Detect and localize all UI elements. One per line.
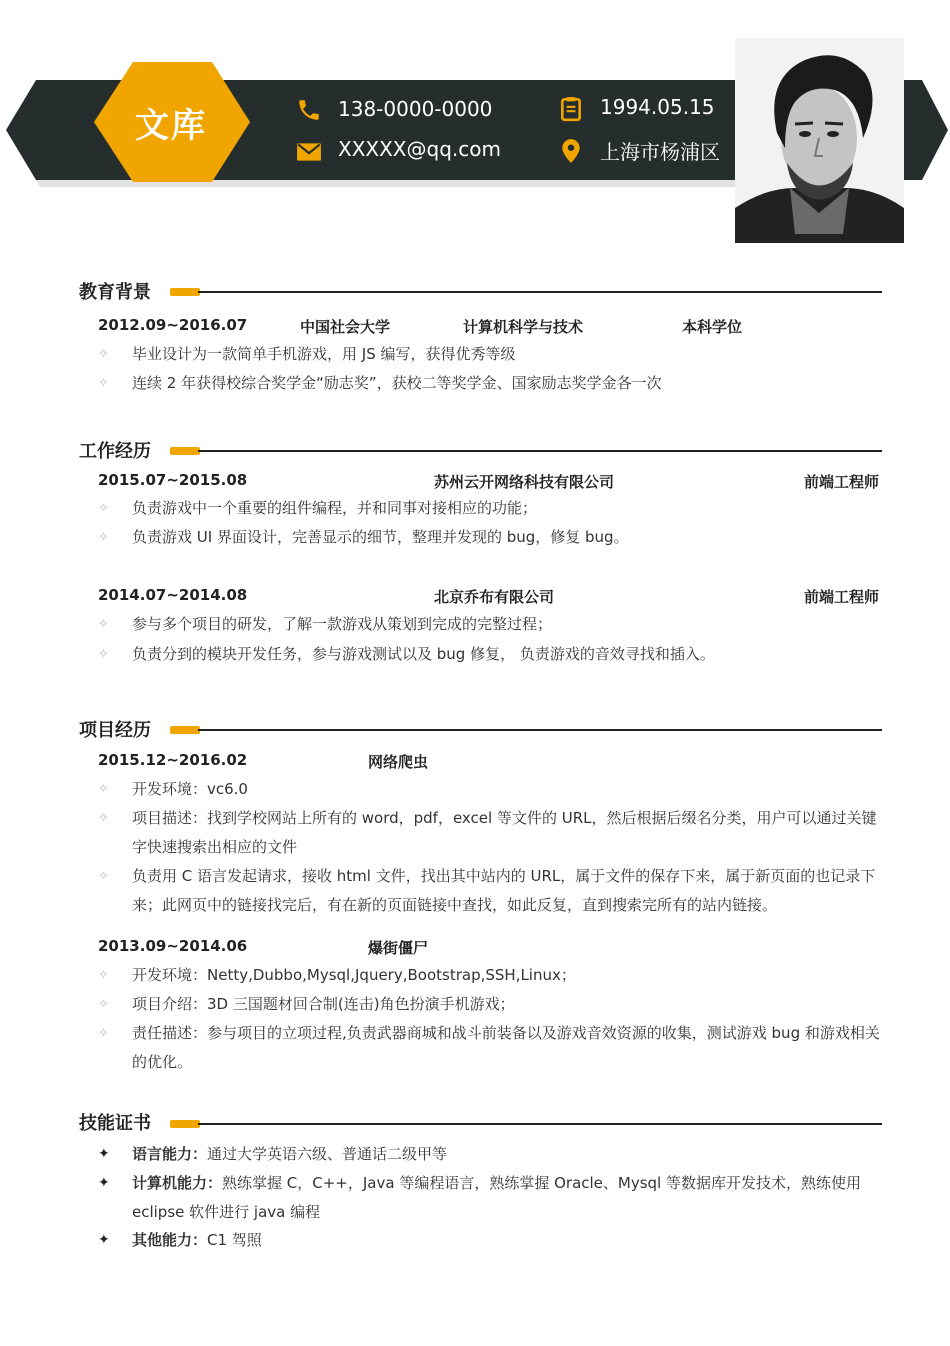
list-item: ✧ 开发环境：Netty,Dubbo,Mysql,Jquery,Bootstrap,SSH,Linux； (98, 961, 884, 990)
job-date: 2015.07~2015.08 (98, 471, 248, 489)
bullet-icon: ✧ (98, 347, 109, 362)
list-item (98, 1226, 884, 1255)
skill-text: 通过大学英语六级、普通话二级甲等 (207, 1145, 448, 1163)
section-title-skills: 技能证书 (79, 1113, 151, 1134)
job-company: 北京乔布有限公司 (434, 588, 555, 606)
section-accent-bar (170, 447, 200, 455)
job-role: 前端工程师 (804, 588, 880, 606)
list-item: ✧ 项目描述：找到学校网站上所有的 word，pdf，excel 等文件的 URL，然后根据后缀名分类，用户可以通过关键字快速搜索出相应的文件 (98, 804, 884, 862)
section-divider (198, 450, 882, 452)
project-name: 网络爬虫 (368, 753, 429, 771)
skill-text: 熟练掌握 C，C++，Java 等编程语言，熟练掌握 Oracle、Mysql 等数据库开发技术，熟练使用 eclipse 软件进行 java 编程 (132, 1174, 861, 1221)
job-date: 2014.07~2014.08 (98, 586, 248, 604)
bullet-icon: ✦ (98, 1146, 110, 1162)
section-accent-bar (170, 726, 200, 734)
section-title-education: 教育背景 (79, 282, 151, 303)
list-item (98, 1140, 884, 1169)
section-accent-bar (170, 1120, 200, 1128)
skill-text: C1 驾照 (207, 1231, 262, 1249)
list-item: ✧ 负责游戏中一个重要的组件编程，并和同事对接相应的功能； (98, 494, 884, 523)
project-date: 2013.09~2014.06 (98, 937, 248, 955)
skill-label: 计算机能力： (132, 1174, 223, 1192)
list-item: ✧ 开发环境：vc6.0 (98, 775, 884, 804)
list-item: ✧ 参与多个项目的研发，了解一款游戏从策划到完成的完整过程； (98, 610, 884, 639)
phone-icon (296, 97, 322, 123)
section-divider (198, 291, 882, 293)
bullet-icon: ✧ (98, 530, 109, 545)
bullet-icon: ✧ (98, 501, 109, 516)
birth-text: 1994.05.15 (600, 95, 715, 119)
bullet-icon: ✧ (98, 647, 109, 662)
list-item (98, 1169, 884, 1227)
candidate-name: 文库 (135, 105, 207, 146)
bullet-icon: ✧ (98, 782, 109, 797)
project-name: 爆街僵尸 (368, 939, 429, 957)
skill-label: 其他能力： (132, 1231, 208, 1249)
section-title-work: 工作经历 (79, 441, 151, 462)
education-major: 计算机科学与技术 (463, 318, 584, 336)
section-title-projects: 项目经历 (79, 720, 151, 741)
location-pin-icon (558, 138, 584, 164)
bullet-icon: ✦ (98, 1232, 110, 1248)
profile-photo (735, 38, 904, 243)
project-date: 2015.12~2016.02 (98, 751, 248, 769)
skill-label: 语言能力： (132, 1145, 208, 1163)
calendar-icon (558, 96, 584, 122)
phone-text: 138-0000-0000 (338, 97, 493, 121)
education-date: 2012.09~2016.07 (98, 316, 248, 334)
bullet-icon: ✧ (98, 997, 109, 1012)
job-company: 苏州云开网络科技有限公司 (434, 473, 615, 491)
envelope-icon (296, 139, 322, 165)
list-item: ✧ 毕业设计为一款简单手机游戏，用 JS 编写，获得优秀等级 (98, 340, 884, 369)
section-accent-bar (170, 288, 200, 296)
list-item: ✧ 项目介绍：3D 三国题材回合制(连击)角色扮演手机游戏； (98, 990, 884, 1019)
bullet-icon: ✧ (98, 811, 109, 826)
bullet-icon: ✦ (98, 1175, 110, 1191)
list-item: ✧ 负责用 C 语言发起请求，接收 html 文件，找出其中站内的 URL，属于文件的保存下来，属于新页面的也记录下来；此网页中的链接找完后，有在新的页面链接中查找，如此反复，直到搜索完所有的站内链接。 (98, 862, 884, 920)
list-item: ✧ 负责游戏 UI 界面设计，完善显示的细节，整理并发现的 bug，修复 bug。 (98, 523, 884, 552)
list-item: ✧ 责任描述：参与项目的立项过程,负责武器商城和战斗前装备以及游戏音效资源的收集，测试游戏 bug 和游戏相关的优化。 (98, 1019, 884, 1077)
list-item: ✧ 连续 2 年获得校综合奖学金“励志奖”，获校二等奖学金、国家励志奖学金各一次 (98, 369, 884, 398)
education-school: 中国社会大学 (300, 318, 391, 336)
bullet-icon: ✧ (98, 869, 109, 884)
bullet-icon: ✧ (98, 376, 109, 391)
location-text: 上海市杨浦区 (600, 140, 720, 164)
bullet-icon: ✧ (98, 968, 109, 983)
list-item: ✧ 负责分到的模块开发任务，参与游戏测试以及 bug 修复， 负责游戏的音效寻找和插入。 (98, 640, 884, 669)
education-degree: 本科学位 (682, 318, 743, 336)
email-text: XXXXX@qq.com (338, 137, 501, 161)
section-divider (198, 1123, 882, 1125)
bullet-icon: ✧ (98, 617, 109, 632)
section-divider (198, 729, 882, 731)
bullet-icon: ✧ (98, 1026, 109, 1041)
job-role: 前端工程师 (804, 473, 880, 491)
